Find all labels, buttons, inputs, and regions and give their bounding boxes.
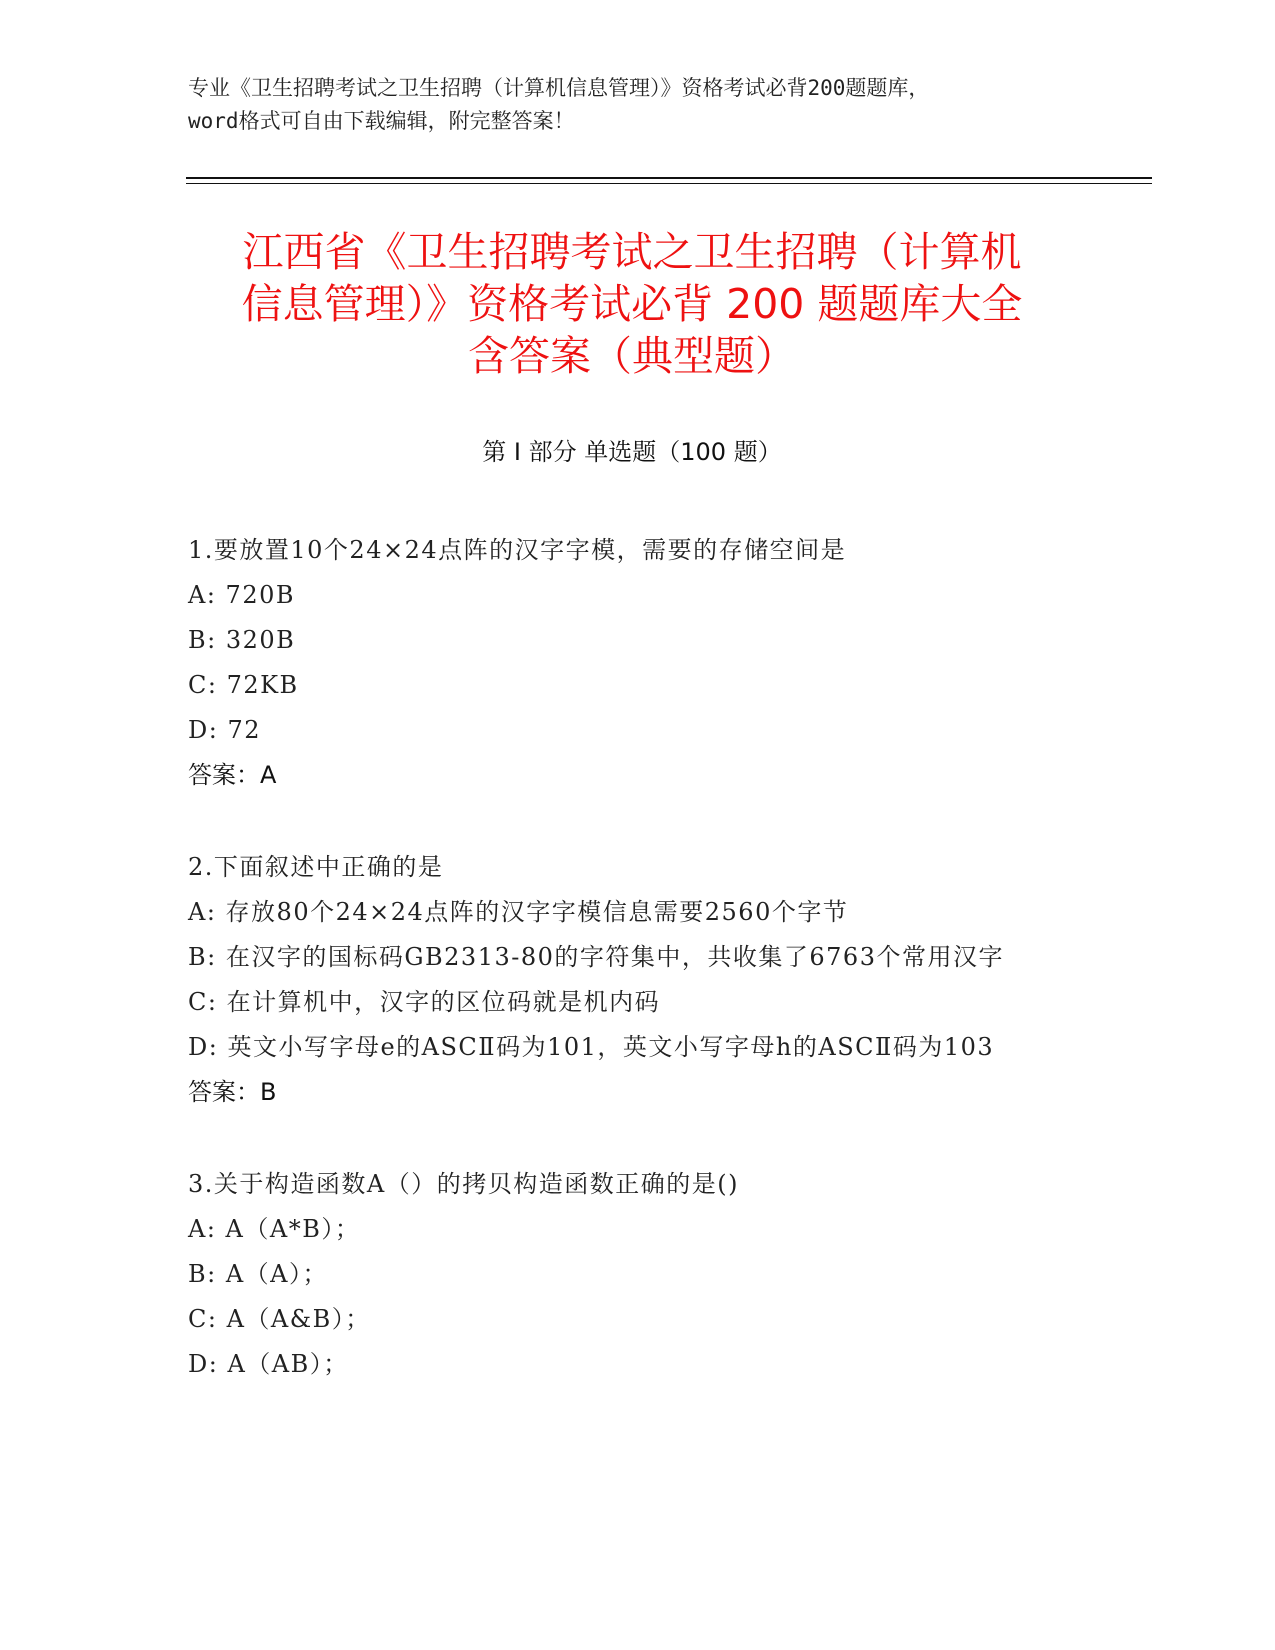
option-d: D: A（AB）； (188, 1350, 349, 1378)
header-rule-thick (186, 177, 1152, 179)
question-2 (188, 845, 1068, 1115)
header-note-line-2: word格式可自由下载编辑，附完整答案！ (188, 109, 575, 133)
header-note (188, 72, 1088, 138)
question-stem: 2.下面叙述中正确的是 (188, 853, 444, 881)
option-d: D: 72 (188, 716, 261, 744)
option-c: C: 在计算机中，汉字的区位码就是机内码 (188, 988, 661, 1016)
header-note-line-1: 专业《卫生招聘考试之卫生招聘（计算机信息管理）》资格考试必背200题题库， (188, 76, 930, 100)
answer: 答案：B (188, 1078, 277, 1106)
option-b: B: 320B (188, 626, 296, 654)
question-stem: 3.关于构造函数A（）的拷贝构造函数正确的是() (188, 1170, 739, 1198)
header-rule-thin (186, 183, 1152, 184)
option-d: D: 英文小写字母e的ASCⅡ码为101，英文小写字母h的ASCⅡ码为103 (188, 1033, 995, 1061)
option-c: C: A（A&B）； (188, 1305, 371, 1333)
answer: 答案：A (188, 761, 277, 789)
title-line-1: 江西省《卫生招聘考试之卫生招聘（计算机 (242, 228, 1022, 276)
option-c: C: 72KB (188, 671, 299, 699)
document-title (186, 226, 1078, 382)
question-list (188, 528, 1068, 1434)
section-heading: 第 I 部分 单选题（100 题） (482, 438, 782, 466)
question-3 (188, 1162, 1068, 1387)
option-b: B: A（A）； (188, 1260, 329, 1288)
option-a: A: 存放80个24×24点阵的汉字字模信息需要2560个字节 (188, 898, 849, 926)
option-a: A: A（A*B）； (188, 1215, 361, 1243)
option-a: A: 720B (188, 581, 295, 609)
title-line-2: 信息管理）》资格考试必背 200 题题库大全 (241, 280, 1023, 328)
question-1 (188, 528, 1068, 798)
option-b: B: 在汉字的国标码GB2313-80的字符集中，共收集了6763个常用汉字 (188, 943, 1004, 971)
question-stem: 1.要放置10个24×24点阵的汉字字模，需要的存储空间是 (188, 536, 847, 564)
title-line-3: 含答案（典型题） (468, 332, 796, 380)
